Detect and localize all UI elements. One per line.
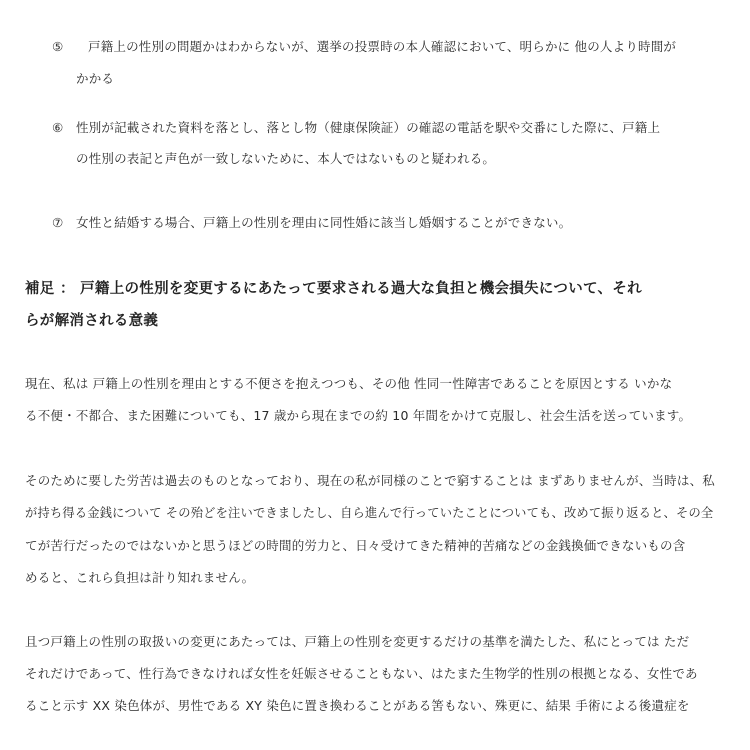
paragraph-2-line-4: めると、これら負担は計り知れません。 xyxy=(25,570,255,585)
item-6-line-2: の性別の表記と声色が一致しないために、本人ではないものと疑われる。 xyxy=(76,151,496,166)
paragraph-1-line-2: る不便・不都合、また困難についても、17 歳から現在までの約 10 年間をかけて克服し、社会生活を送っています。 xyxy=(25,408,692,423)
paragraph-2-line-3: てが苦行だったのではないかと思うほどの時間的労力と、日々受けてきた精神的苦痛などの金銭換価できないもの含 xyxy=(25,538,686,553)
item-5-line-1: 戸籍上の性別の問題かはわからないが、選挙の投票時の本人確認において、明らかに 他の人より時間が xyxy=(88,39,677,54)
item-7-line-1: 女性と結婚する場合、戸籍上の性別を理由に同性婚に該当し婚姻することができない。 xyxy=(76,215,572,230)
item-6-line-1: 性別が記載された資料を落とし、落とし物（健康保険証）の確認の電話を駅や交番にした際に、戸籍上 xyxy=(76,120,661,135)
paragraph-2-line-2: が持ち得る金銭について その殆どを注いできましたし、自ら進んで行っていたことについても、改めて振り返ると、その全 xyxy=(25,506,714,520)
item-6-number: ⑥ xyxy=(52,120,64,135)
supplement-heading-line-2: らが解消される意義 xyxy=(25,313,159,329)
supplement-heading-line-1: 補足 ： 戸籍上の性別を変更するにあたって要求される過大な負担と機会損失について、それ xyxy=(25,281,642,297)
item-5-line-2: かかる xyxy=(76,71,115,86)
paragraph-1-line-1: 現在、私は 戸籍上の性別を理由とする不便さを抱えつつも、その他 性同一性障害であることを原因とする いかな xyxy=(25,376,673,391)
paragraph-3-line-2: それだけであって、性行為できなければ女性を妊娠させることもない、はたまた生物学的性別の根拠となる、女性であ xyxy=(25,666,698,681)
paragraph-3-line-3: ること示す XX 染色体が、男性である XY 染色に置き換わることがある筈もない、殊更に、結果 手術による後遺症を xyxy=(25,698,690,713)
item-5-number: ⑤ xyxy=(52,39,64,54)
item-7-number: ⑦ xyxy=(52,215,64,230)
paragraph-2-line-1: そのために要した労苦は過去のものとなっており、現在の私が同様のことで窮することは まずありませんが、当時は、私 xyxy=(25,473,715,488)
paragraph-3-line-1: 且つ戸籍上の性別の取扱いの変更にあたっては、戸籍上の性別を変更するだけの基準を満たした、私にとっては ただ xyxy=(25,634,690,649)
